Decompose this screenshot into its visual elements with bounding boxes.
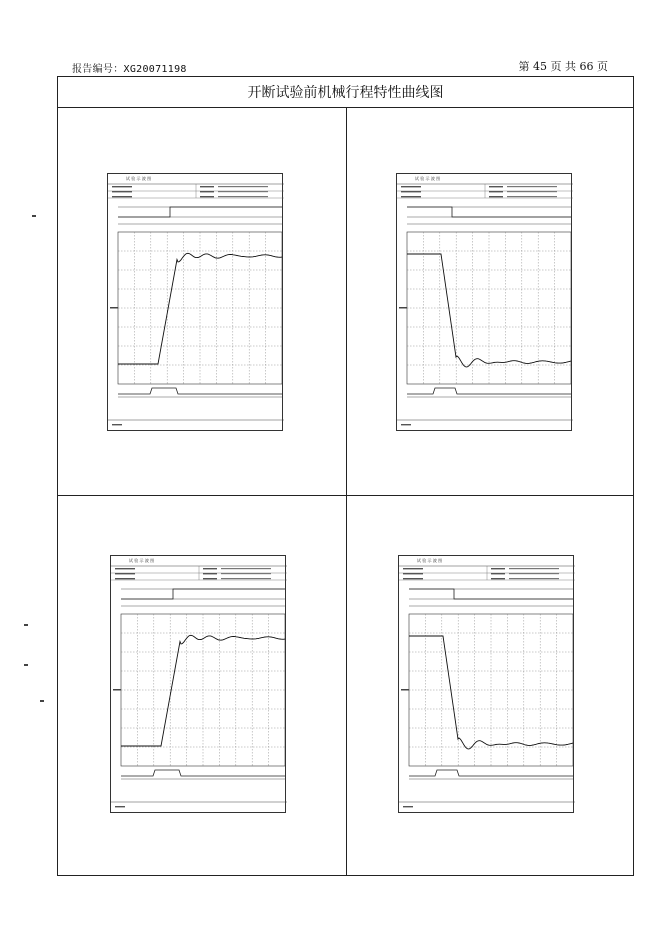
header-text-mark bbox=[203, 578, 217, 579]
header-text-mark bbox=[489, 186, 503, 187]
header-text-mark bbox=[403, 573, 423, 574]
binary-trace bbox=[409, 589, 573, 599]
header-text-mark bbox=[115, 568, 135, 569]
report-frame bbox=[57, 76, 634, 876]
grid-divider-horizontal bbox=[58, 495, 633, 496]
report-number: 报告编号：XG20071198 bbox=[72, 64, 187, 75]
header-text-mark bbox=[491, 568, 505, 569]
header-text-mark bbox=[491, 578, 505, 579]
header-text-mark bbox=[401, 196, 421, 197]
header-text-mark bbox=[112, 196, 132, 197]
header-text-mark bbox=[200, 191, 214, 192]
page-title: 开断试验前机械行程特性曲线图 bbox=[58, 77, 633, 108]
scan-mark bbox=[32, 215, 36, 217]
footer-text-mark bbox=[401, 424, 411, 425]
header-text-mark bbox=[489, 196, 503, 197]
oscillogram-sheet-2 bbox=[396, 173, 572, 431]
scan-mark bbox=[40, 700, 44, 702]
header-text-mark bbox=[491, 573, 505, 574]
header-text-mark bbox=[403, 578, 423, 579]
grid-divider-vertical bbox=[346, 107, 347, 875]
scan-mark bbox=[24, 624, 28, 626]
pulse-trace bbox=[121, 770, 285, 776]
axis-marker bbox=[110, 307, 118, 309]
header-text-mark bbox=[203, 568, 217, 569]
header-text-mark bbox=[221, 568, 271, 569]
header-text-mark bbox=[507, 196, 557, 197]
pulse-trace bbox=[407, 388, 571, 394]
header-text-mark bbox=[507, 186, 557, 187]
binary-trace bbox=[118, 207, 282, 217]
header-text-mark bbox=[221, 578, 271, 579]
header-text-mark bbox=[509, 568, 559, 569]
travel-curve-4 bbox=[399, 556, 575, 814]
header-text-mark bbox=[115, 578, 135, 579]
sheet-title: 试 验 示 波 图 bbox=[417, 558, 443, 563]
pulse-trace bbox=[118, 388, 282, 394]
oscillogram-sheet-4 bbox=[398, 555, 574, 813]
header-text-mark bbox=[200, 196, 214, 197]
travel-curve-3 bbox=[111, 556, 287, 814]
scan-mark bbox=[24, 664, 28, 666]
binary-trace bbox=[121, 589, 285, 599]
header-text-mark bbox=[509, 573, 559, 574]
header-text-mark bbox=[507, 191, 557, 192]
footer-text-mark bbox=[115, 806, 125, 807]
sheet-title: 试 验 示 波 图 bbox=[129, 558, 155, 563]
header-text-mark bbox=[221, 573, 271, 574]
footer-text-mark bbox=[112, 424, 122, 425]
header-text-mark bbox=[218, 196, 268, 197]
sheet-title: 试 验 示 波 图 bbox=[126, 176, 152, 181]
axis-marker bbox=[113, 689, 121, 691]
oscillogram-sheet-1 bbox=[107, 173, 283, 431]
header-text-mark bbox=[401, 191, 421, 192]
header-text-mark bbox=[200, 186, 214, 187]
footer-text-mark bbox=[403, 806, 413, 807]
header-text-mark bbox=[218, 186, 268, 187]
header-text-mark bbox=[112, 191, 132, 192]
axis-marker bbox=[401, 689, 409, 691]
header-text-mark bbox=[489, 191, 503, 192]
oscillogram-sheet-3 bbox=[110, 555, 286, 813]
pulse-trace bbox=[409, 770, 573, 776]
binary-trace bbox=[407, 207, 571, 217]
header-text-mark bbox=[401, 186, 421, 187]
axis-marker bbox=[399, 307, 407, 309]
header-text-mark bbox=[203, 573, 217, 574]
header-text-mark bbox=[112, 186, 132, 187]
header-text-mark bbox=[218, 191, 268, 192]
travel-curve-2 bbox=[397, 174, 573, 432]
page-number: 第 45 页 共 66 页 bbox=[518, 60, 608, 73]
header-text-mark bbox=[115, 573, 135, 574]
header-text-mark bbox=[403, 568, 423, 569]
sheet-title: 试 验 示 波 图 bbox=[415, 176, 441, 181]
travel-curve-1 bbox=[108, 174, 284, 432]
header-text-mark bbox=[509, 578, 559, 579]
